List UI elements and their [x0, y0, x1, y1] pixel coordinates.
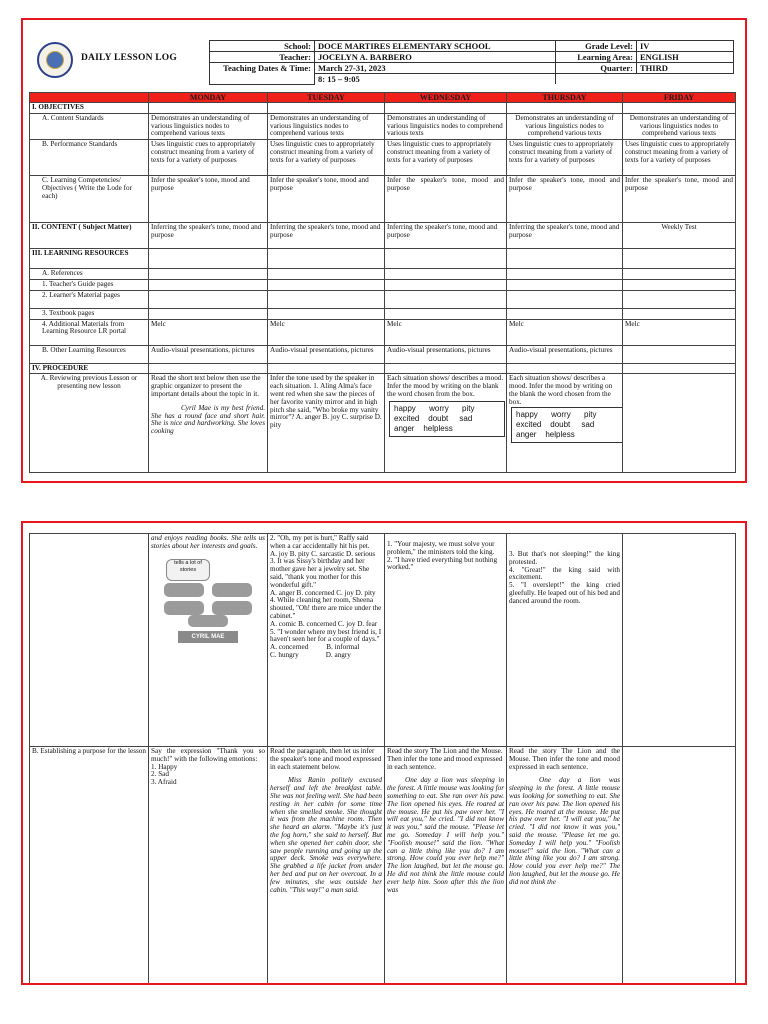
- competencies-thursday: Infer the speaker's tone, mood and purpose: [507, 176, 623, 223]
- tuesday-item: A. comic B. concerned C. joy D. fear: [270, 619, 378, 628]
- day-tuesday: TUESDAY: [268, 93, 385, 103]
- purpose-label: B. Establishing a purpose for the lesson: [30, 747, 149, 984]
- competencies-label: C. Learning Competencies/ Objectives ( Write the Lode for each): [30, 176, 149, 223]
- review-thursday-instruction: Each situation shows/ describes a mood. Infer the mood by writing on the blank the word chosen from the box.: [509, 374, 613, 406]
- teacher-value: JOCELYN A. BARBERO: [315, 52, 556, 63]
- review-wednesday-instruction: Each situation shows/ describes a mood. Infer the mood by writing on the blank the word chosen from the box.: [387, 374, 504, 398]
- wednesday-item: 1. "Your majesty, we must solve your problem," the ministers told the king.: [387, 540, 495, 556]
- word-box-thursday: happy worry pity excited doubt sad anger helpless: [511, 407, 623, 443]
- teaching-time-value: 8: 15 – 9:05: [315, 74, 556, 85]
- review-monday-instruction: Read the short text below then use the graphic organizer to present the important details about the topic in it.: [151, 374, 261, 398]
- purpose-monday-instruction: Say the expression "Thank you so much!" with the following emotions:: [151, 747, 265, 763]
- purpose-wednesday: [385, 747, 507, 984]
- teacher-label: Teacher:: [210, 52, 315, 63]
- other-resources-monday: Audio-visual presentations, pictures: [149, 345, 268, 363]
- content-monday: Inferring the speaker's tone, mood and purpose: [149, 223, 268, 249]
- organizer-name: CYRIL MAE: [178, 631, 238, 643]
- organizer-bubble: tells a lot of stories: [166, 559, 210, 581]
- school-info-table: [209, 40, 734, 85]
- organizer-box: [212, 583, 252, 597]
- emotion-item: 1. Happy: [151, 762, 178, 771]
- review-monday-story: Cyril Mae is my best friend. She has a round face and short hair. She is nice and hardworking. She loves cooking: [151, 403, 265, 436]
- content-thursday: Inferring the speaker's tone, mood and purpose: [507, 223, 623, 249]
- purpose-wednesday-story: One day a lion was sleeping in the forest. A little mouse was looking for something to eat. She ran over his paw. The lion opened his eyes. He roared at the mouse. He put his paw over her. "I will eat you," he cried. "I did not know it was you," said the mouse. "Please let me go. Someday I will help you." "Foolish mouse!" said the lion. "What can a little thing like you do? I am strong. How could you ever help me?" The lion laughed, but let the mouse go. He did not think the little mouse could ever help him. Soon after this the lion was: [387, 776, 504, 894]
- emotion-item: 3. Afraid: [151, 778, 177, 787]
- organizer-box: [164, 583, 204, 597]
- tuesday-item: 2. "Oh, my pet is hurt," Raffy said when a car accidentally hit his pet.: [270, 534, 370, 550]
- purpose-thursday-story: One day a lion was sleeping in the forest. A little mouse was looking for something to eat. She ran over his paw. The lion opened his eyes. He roared at the mouse. He put his paw over her. "I will eat you," he cried. "I did not know it was you," said the mouse. "Please let me go. Someday I will help you." "Foolish mouse!" said the lion. "What can a little thing like you do? I am strong. How could you ever help me?" The lion laughed, but let the mouse go. He did not think the: [509, 776, 620, 886]
- tuesday-item: 5. "I wonder where my best friend is, I haven't seen her for a couple of days.": [270, 627, 382, 644]
- emotion-item: 2. Sad: [151, 770, 169, 779]
- other-resources-label: B. Other Learning Resources: [30, 345, 149, 363]
- review-thursday-continued: [507, 534, 623, 747]
- purpose-thursday: [507, 747, 623, 984]
- organizer-box: [212, 601, 252, 615]
- performance-standards-label: B. Performance Standards: [30, 140, 149, 176]
- additional-materials-label: 4. Additional Materials from Learning Resource LR portal: [30, 319, 149, 345]
- purpose-tuesday-story: Miss Ranin politely excused herself and left the breakfast table. She was not feeling well. She had been resting in her cabin for some time when she smelled smoke. She thought it was from the machine room. Then she heard an alarm. "Maybe it's just the fog horn," she said to herself. But when she opened her cabin door, she saw people running and going up the upper deck. Smoke was everywhere. She grabbed a life jacket from under her bed and put on her overcoat. In a few minutes, she was outside her cabin. "This way!" a man said.: [270, 776, 382, 894]
- additional-tuesday: Melc: [268, 319, 385, 345]
- tuesday-item: A. joy B. pity C. sarcastic D. serious: [270, 549, 376, 558]
- content-label: II. CONTENT ( Subject Matter): [30, 223, 149, 249]
- lesson-table-page-2: [29, 533, 736, 984]
- quarter-value: THIRD: [637, 63, 734, 74]
- content-standards-thursday: Demonstrates an understanding of various linguistics nodes to comprehend various texts: [507, 113, 623, 139]
- quarter-label: Quarter:: [556, 63, 637, 74]
- tuesday-item: C. hungry D. angry: [270, 650, 351, 659]
- word-box-wednesday: happy worry pity excited doubt sad anger helpless: [389, 401, 505, 437]
- review-wednesday: [385, 374, 507, 473]
- review-tuesday-continued: [268, 534, 385, 747]
- performance-standards-wednesday: Uses linguistic cues to appropriately construct meaning from a variety of texts for a variety of purposes: [385, 140, 507, 176]
- grade-level-label: Grade Level:: [556, 41, 637, 52]
- objectives-heading: I. OBJECTIVES: [30, 103, 149, 114]
- textbook-pages-label: 3. Textbook pages: [30, 308, 149, 319]
- performance-standards-friday: Uses linguistic cues to appropriately construct meaning from a variety of texts for a variety of purposes: [623, 140, 736, 176]
- day-thursday: THURSDAY: [507, 93, 623, 103]
- thursday-item: 3. But that's not sleeping!" the king protested.: [509, 550, 620, 566]
- grade-level-value: IV: [637, 41, 734, 52]
- page-2: [21, 521, 747, 985]
- tuesday-item: A. anger B. concerned C. joy D. pity: [270, 588, 376, 597]
- learning-area-value: ENGLISH: [637, 52, 734, 63]
- review-wednesday-continued: [385, 534, 507, 747]
- purpose-thursday-instruction: Read the story The Lion and the Mouse. Then infer the tone and mood expressed in each sentence.: [509, 747, 620, 771]
- content-standards-wednesday: Demonstrates an understanding of various linguistics nodes to comprehend various texts: [385, 113, 507, 139]
- purpose-tuesday-instruction: Read the paragraph, then let us infer the speaker's tone and mood expressed in each statement below.: [270, 747, 382, 771]
- review-monday-continued: [149, 534, 268, 747]
- additional-friday: Melc: [623, 319, 736, 345]
- page-1: [21, 18, 747, 483]
- graphic-organizer: [160, 557, 256, 649]
- content-tuesday: Inferring the speaker's tone, mood and purpose: [268, 223, 385, 249]
- other-resources-tuesday: Audio-visual presentations, pictures: [268, 345, 385, 363]
- learning-area-label: Learning Area:: [556, 52, 637, 63]
- school-label: School:: [210, 41, 315, 52]
- deped-seal-logo: [37, 42, 73, 78]
- tuesday-item: 4. While cleaning her room, Sheena shouted, "Oh! there are mice under the cabinet.": [270, 596, 382, 620]
- additional-monday: Melc: [149, 319, 268, 345]
- review-thursday: [507, 374, 623, 473]
- monday-story-continued: and enjoys reading books. She tells us stories about her interests and goals.: [151, 534, 265, 550]
- references-label: A. References: [30, 269, 149, 280]
- tuesday-item: 3. It was Sissy's birthday and her mother gave her a jewelry set. She said, "thank you mother for this wonderful gift.": [270, 557, 370, 589]
- purpose-monday: [149, 747, 268, 984]
- performance-standards-monday: Uses linguistic cues to appropriately construct meaning from a variety of texts for a variety of purposes: [149, 140, 268, 176]
- content-wednesday: Inferring the speaker's tone, mood and purpose: [385, 223, 507, 249]
- review-label: A. Reviewing previous Lesson or presenting new lesson: [30, 374, 149, 473]
- review-monday: [149, 374, 268, 473]
- content-standards-friday: Demonstrates an understanding of various linguistics nodes to comprehend various texts: [623, 113, 736, 139]
- wednesday-item: 2. "I have tried everything but nothing worked.": [387, 555, 498, 572]
- page-title: DAILY LESSON LOG: [81, 53, 177, 63]
- day-friday: FRIDAY: [623, 93, 736, 103]
- performance-standards-thursday: Uses linguistic cues to appropriately construct meaning from a variety of texts for a variety of purposes: [507, 140, 623, 176]
- purpose-wednesday-instruction: Read the story The Lion and the Mouse. Then infer the tone and mood expressed in each sentence.: [387, 747, 503, 771]
- thursday-item: 4. "Great!" the king said with excitement.: [509, 565, 620, 582]
- other-resources-thursday: Audio-visual presentations, pictures: [507, 345, 623, 363]
- organizer-box: [188, 615, 228, 627]
- additional-wednesday: Melc: [385, 319, 507, 345]
- content-standards-label: A. Content Standards: [30, 113, 149, 139]
- competencies-wednesday: Infer the speaker's tone, mood and purpose: [385, 176, 507, 223]
- review-tuesday: Infer the tone used by the speaker in each situation. 1. Aling Alma's face went red when she saw the pieces of her favorite vanity mirror and in high pitch she said, "Who broke my vanity mirror"? A. anger B. joy C. surprise D. pity: [268, 374, 385, 473]
- day-monday: MONDAY: [149, 93, 268, 103]
- day-wednesday: WEDNESDAY: [385, 93, 507, 103]
- competencies-monday: Infer the speaker's tone, mood and purpose: [149, 176, 268, 223]
- organizer-box: [164, 601, 204, 615]
- lesson-table-page-1: [29, 92, 736, 473]
- teaching-dates-label: Teaching Dates & Time:: [210, 63, 315, 85]
- learning-resources-heading: III. LEARNING RESOURCES: [30, 249, 149, 269]
- lesson-log-header: [33, 40, 735, 84]
- additional-thursday: Melc: [507, 319, 623, 345]
- teaching-dates-value: March 27-31, 2023: [315, 63, 556, 74]
- other-resources-wednesday: Audio-visual presentations, pictures: [385, 345, 507, 363]
- procedure-heading: IV. PROCEDURE: [30, 363, 149, 374]
- performance-standards-tuesday: Uses linguistic cues to appropriately construct meaning from a variety of texts for a variety of purposes: [268, 140, 385, 176]
- competencies-tuesday: Infer the speaker's tone, mood and purpose: [268, 176, 385, 223]
- tuesday-item: A. concerned B. informal: [270, 643, 360, 652]
- learners-material-label: 2. Learner's Material pages: [30, 290, 149, 308]
- teachers-guide-label: 1. Teacher's Guide pages: [30, 279, 149, 290]
- purpose-tuesday: [268, 747, 385, 984]
- content-standards-monday: Demonstrates an understanding of various linguistics nodes to comprehend various texts: [149, 113, 268, 139]
- thursday-item: 5. "I overslept!" the king cried gleefully. He leaped out of his bed and danced around the room.: [509, 581, 620, 605]
- competencies-friday: Infer the speaker's tone, mood and purpose: [623, 176, 736, 223]
- school-value: DOCE MARTIRES ELEMENTARY SCHOOL: [315, 41, 556, 52]
- content-standards-tuesday: Demonstrates an understanding of various linguistics nodes to comprehend various texts: [268, 113, 385, 139]
- content-friday: Weekly Test: [623, 223, 736, 249]
